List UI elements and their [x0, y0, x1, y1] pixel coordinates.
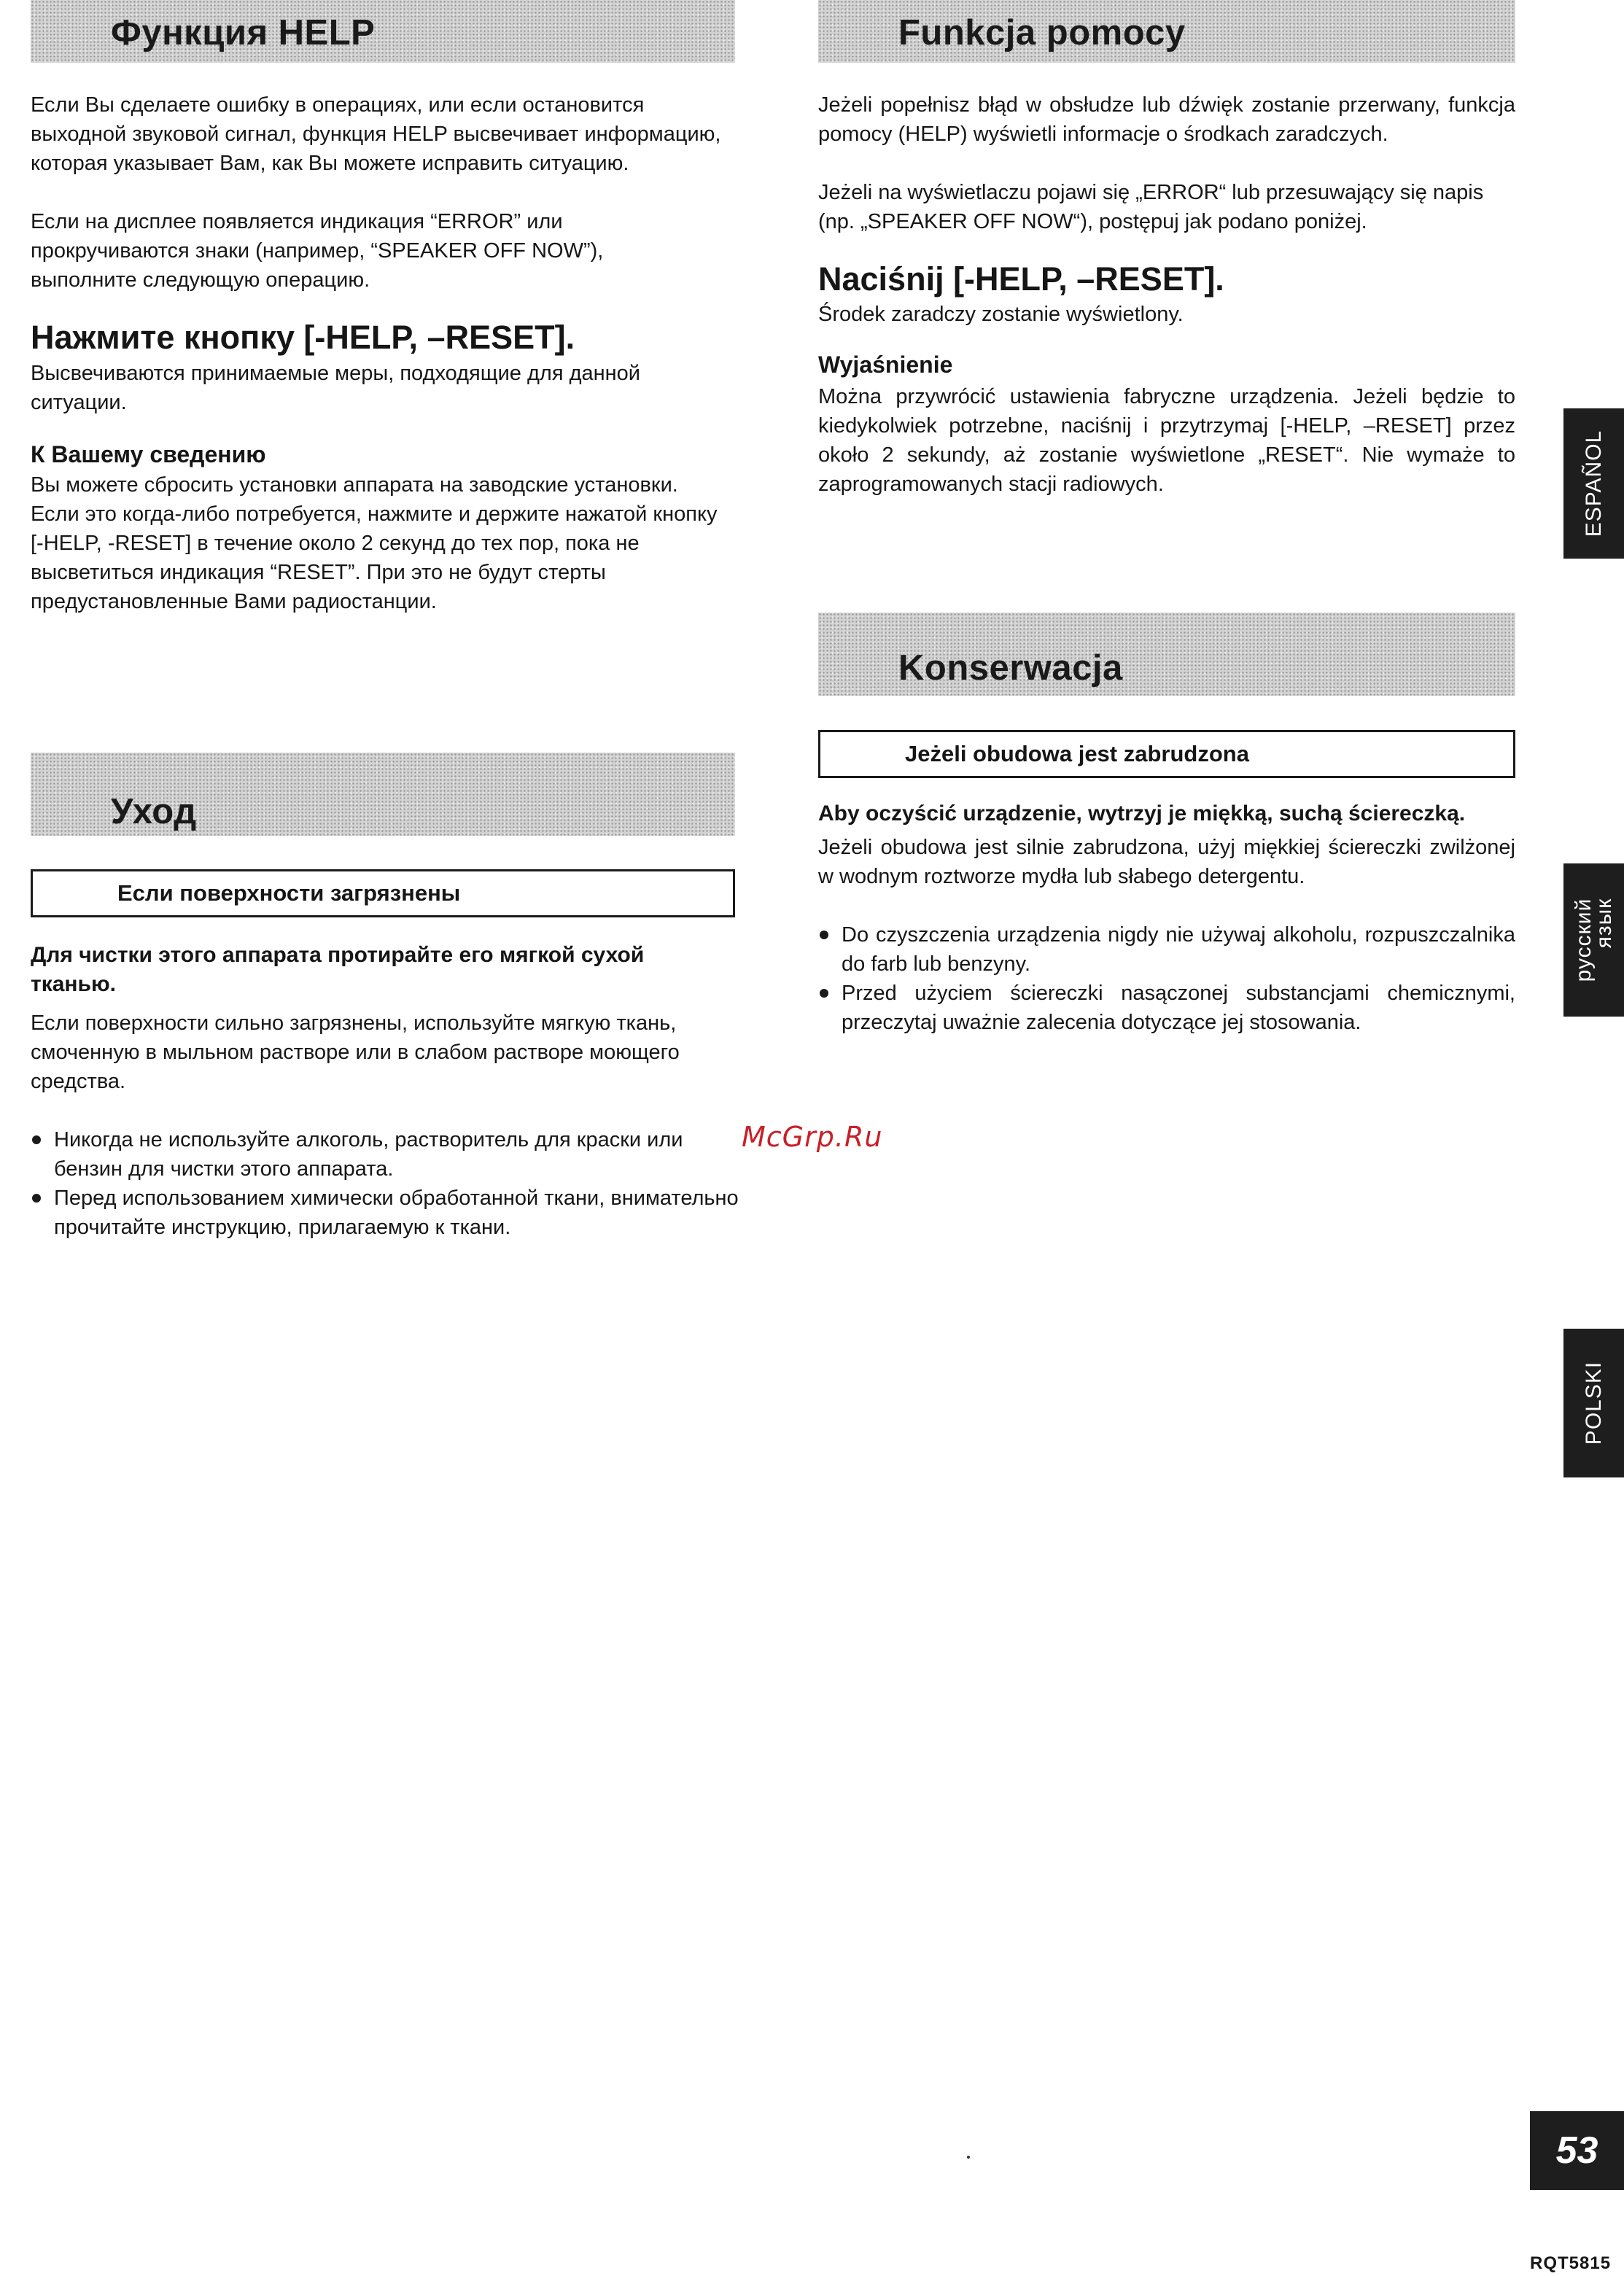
- bullet-icon: [820, 989, 828, 998]
- care-box-pl: Jeżeli obudowa jest zabrudzona: [818, 730, 1515, 778]
- help-intro-pl: Jeżeli popełnisz błąd w obsłudze lub dźwięk zostanie przerwany, funkcja pomocy (HELP) wyświetli informacje o środkach zaradczych.: [818, 93, 1515, 146]
- list-item: Никогда не используйте алкоголь, растворитель для краски или бензин для чистки этого аппарата.: [31, 1125, 745, 1184]
- care-text-ru: Если поверхности сильно загрязнены, используйте мягкую ткань, смоченную в мыльном растворе или в слабом растворе моющего средства.: [31, 1011, 680, 1093]
- tab-russian-label: русский язык: [1571, 898, 1616, 982]
- note-text-ru: Вы можете сбросить установки аппарата на заводские установки. Если это когда-либо потребуется, нажмите и держите нажатой кнопку [-HELP, -RESET] в течение около 2 секунд до тех пор, пока не высветиться индикация “RESET”. При это не будут стерты предустановленные Вами радиостанции.: [31, 473, 718, 613]
- care-bold-ru: Для чистки этого аппарата протирайте его мягкой сухой тканью.: [31, 943, 645, 996]
- list-item: Do czyszczenia urządzenia nigdy nie używaj alkoholu, rozpuszczalnika do farb lub benzyny.: [818, 920, 1515, 979]
- help-title-pl: Funkcja pomocy: [898, 13, 1186, 53]
- press-heading-ru: Нажмите кнопку [-HELP, –RESET].: [31, 319, 575, 356]
- help-display-pl: Jeżeli na wyświetlaczu pojawi się „ERROR“ lub przesuwający się napis (np. „SPEAKER OFF NOW“), postępuj jak podano poniżej.: [818, 181, 1484, 233]
- care-bullets-ru: [31, 1125, 745, 1242]
- note-heading-ru: К Вашему сведению: [31, 441, 266, 467]
- note-text-pl: Można przywrócić ustawienia fabryczne urządzenia. Jeżeli będzie to kiedykolwiek potrzebne, naciśnij i przytrzymaj [-HELP, –RESET] przez około 2 sekundy, aż zostanie wyświetlone „RESET“. Nie wymaże to zaprogramowanych stacji radiowych.: [818, 385, 1515, 496]
- tab-polski: [1563, 1329, 1624, 1477]
- care-box-ru: Если поверхности загрязнены: [31, 869, 735, 917]
- tab-polski-label: POLSKI: [1581, 1361, 1606, 1445]
- care-bold-pl: Aby oczyścić urządzenie, wytrzyj je miękką, suchą ściereczką.: [818, 801, 1466, 826]
- press-heading-pl: Naciśnij [-HELP, –RESET].: [818, 260, 1224, 298]
- bullet-icon: [32, 1135, 41, 1144]
- bullet-icon: [820, 931, 828, 939]
- note-heading-pl: Wyjaśnienie: [818, 352, 953, 378]
- care-text-pl: Jeżeli obudowa jest silnie zabrudzona, użyj miękkiej ściereczki zwilżonej w wodnym roztworze mydła lub słabego detergentu.: [818, 836, 1515, 888]
- tab-espanol: [1563, 408, 1624, 559]
- press-text-ru: Высвечиваются принимаемые меры, подходящие для данной ситуации.: [31, 362, 641, 414]
- page-number: 53: [1530, 2111, 1624, 2190]
- press-text-pl: Środek zaradczy zostanie wyświetlony.: [818, 303, 1184, 326]
- print-speck: [967, 2156, 970, 2159]
- bullet-icon: [32, 1194, 41, 1203]
- care-title-pl: Konserwacja: [898, 648, 1123, 688]
- help-display-ru: Если на дисплее появляется индикация “ERROR” или прокручиваются знаки (например, “SPEAKER OFF NOW”), выполните следующую операцию.: [31, 210, 604, 292]
- care-bullets-pl: [818, 920, 1515, 1037]
- document-code: RQT5815: [1530, 2253, 1612, 2273]
- help-intro-ru: Если Вы сделаете ошибку в операциях, или если остановится выходной звуковой сигнал, функция HELP высвечивает информацию, которая указывает Вам, как Вы можете исправить ситуацию.: [31, 93, 721, 175]
- help-title-ru: Функция HELP: [111, 13, 376, 53]
- tab-russian: [1563, 863, 1624, 1017]
- list-item: Przed użyciem ściereczki nasączonej substancjami chemicznymi, przeczytaj uważnie zalecenia dotyczące jej stosowania.: [818, 979, 1515, 1037]
- list-item: Перед использованием химически обработанной ткани, внимательно прочитайте инструкцию, прилагаемую к ткани.: [31, 1184, 745, 1242]
- watermark: McGrp.Ru: [742, 1121, 883, 1153]
- care-title-ru: Уход: [111, 792, 197, 831]
- tab-espanol-label: ESPAÑOL: [1581, 430, 1606, 537]
